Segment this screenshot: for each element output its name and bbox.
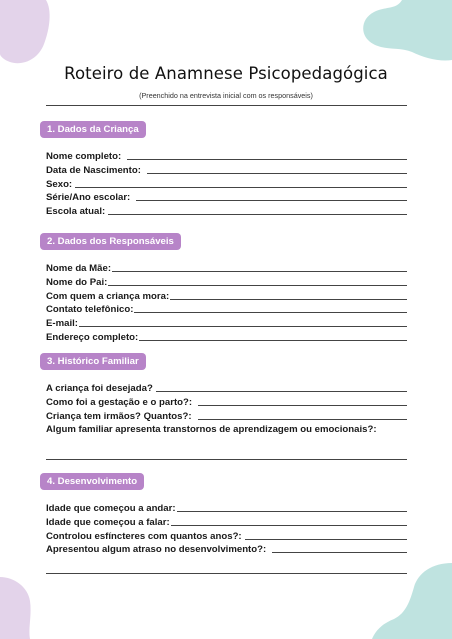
title-divider xyxy=(46,105,407,106)
answer-line[interactable] xyxy=(177,511,407,512)
answer-line[interactable] xyxy=(79,326,407,327)
field-label: Contato telefônico: xyxy=(46,304,134,315)
field-label: Série/Ano escolar: xyxy=(46,192,131,203)
field-esfincteres[interactable] xyxy=(46,529,407,542)
answer-line[interactable] xyxy=(171,525,407,526)
field-label: Nome completo: xyxy=(46,151,122,162)
section-heading-dados-crianca: 1. Dados da Criança xyxy=(40,121,146,138)
field-email[interactable] xyxy=(46,316,407,329)
field-endereco[interactable] xyxy=(46,330,407,343)
field-label: Apresentou algum atraso no desenvolvimento?: xyxy=(46,544,267,555)
field-serie-ano[interactable] xyxy=(46,190,407,203)
field-label: Nome da Mãe: xyxy=(46,263,112,274)
section-heading-desenvolvimento: 4. Desenvolvimento xyxy=(40,473,144,490)
field-familiar-transtornos xyxy=(46,422,407,435)
lilac-blob-bottom-left xyxy=(0,577,40,639)
answer-line[interactable] xyxy=(170,299,407,300)
section-heading-historico-familiar: 3. Histórico Familiar xyxy=(40,353,146,370)
field-label: Criança tem irmãos? Quantos?: xyxy=(46,411,192,422)
document-title: Roteiro de Anamnese Psicopedagógica xyxy=(64,64,388,83)
answer-line[interactable] xyxy=(108,214,407,215)
answer-line[interactable] xyxy=(245,539,407,540)
field-label: Nome do Pai: xyxy=(46,277,108,288)
field-label: Como foi a gestação e o parto?: xyxy=(46,397,193,408)
field-label: Escola atual: xyxy=(46,206,106,217)
field-label: Controlou esfíncteres com quantos anos?: xyxy=(46,531,242,542)
answer-line[interactable] xyxy=(75,187,407,188)
answer-line[interactable] xyxy=(198,405,407,406)
answer-line[interactable] xyxy=(108,285,407,286)
field-com-quem-mora[interactable] xyxy=(46,289,407,302)
field-escola-atual[interactable] xyxy=(46,204,407,217)
answer-line[interactable] xyxy=(147,173,407,174)
answer-line[interactable] xyxy=(127,159,407,160)
field-label: Idade que começou a falar: xyxy=(46,517,170,528)
field-label: Endereço completo: xyxy=(46,332,139,343)
field-label: Idade que começou a andar: xyxy=(46,503,176,514)
field-data-nascimento[interactable] xyxy=(46,163,407,176)
field-nome-completo[interactable] xyxy=(46,149,407,162)
field-label: Algum familiar apresenta transtornos de aprendizagem ou emocionais?: xyxy=(46,424,377,435)
section-heading-dados-responsaveis: 2. Dados dos Responsáveis xyxy=(40,233,181,250)
answer-line-extra[interactable] xyxy=(46,573,407,574)
answer-line[interactable] xyxy=(112,271,407,272)
field-crianca-desejada[interactable] xyxy=(46,381,407,394)
field-gestacao-parto[interactable] xyxy=(46,395,407,408)
field-label: A criança foi desejada? xyxy=(46,383,153,394)
answer-line[interactable] xyxy=(272,552,407,553)
answer-line[interactable] xyxy=(139,340,407,341)
field-label: Sexo: xyxy=(46,179,73,190)
field-label: E-mail: xyxy=(46,318,78,329)
field-nome-mae[interactable] xyxy=(46,261,407,274)
field-idade-andar[interactable] xyxy=(46,501,407,514)
teal-blob-bottom-right xyxy=(372,563,452,639)
field-sexo[interactable] xyxy=(46,177,407,190)
field-label: Com quem a criança mora: xyxy=(46,291,170,302)
teal-blob-top-right xyxy=(362,0,452,62)
answer-line[interactable] xyxy=(198,419,407,420)
field-irmaos[interactable] xyxy=(46,409,407,422)
field-contato-telefonico[interactable] xyxy=(46,302,407,315)
field-nome-pai[interactable] xyxy=(46,275,407,288)
answer-line-familiar-transtornos[interactable] xyxy=(46,459,407,460)
field-idade-falar[interactable] xyxy=(46,515,407,528)
answer-line[interactable] xyxy=(156,391,407,392)
field-atraso-desenvolvimento[interactable] xyxy=(46,542,407,555)
field-label: Data de Nascimento: xyxy=(46,165,141,176)
document-subtitle: (Preenchido na entrevista inicial com os responsáveis) xyxy=(139,91,313,100)
answer-line[interactable] xyxy=(134,312,407,313)
answer-line[interactable] xyxy=(136,200,407,201)
